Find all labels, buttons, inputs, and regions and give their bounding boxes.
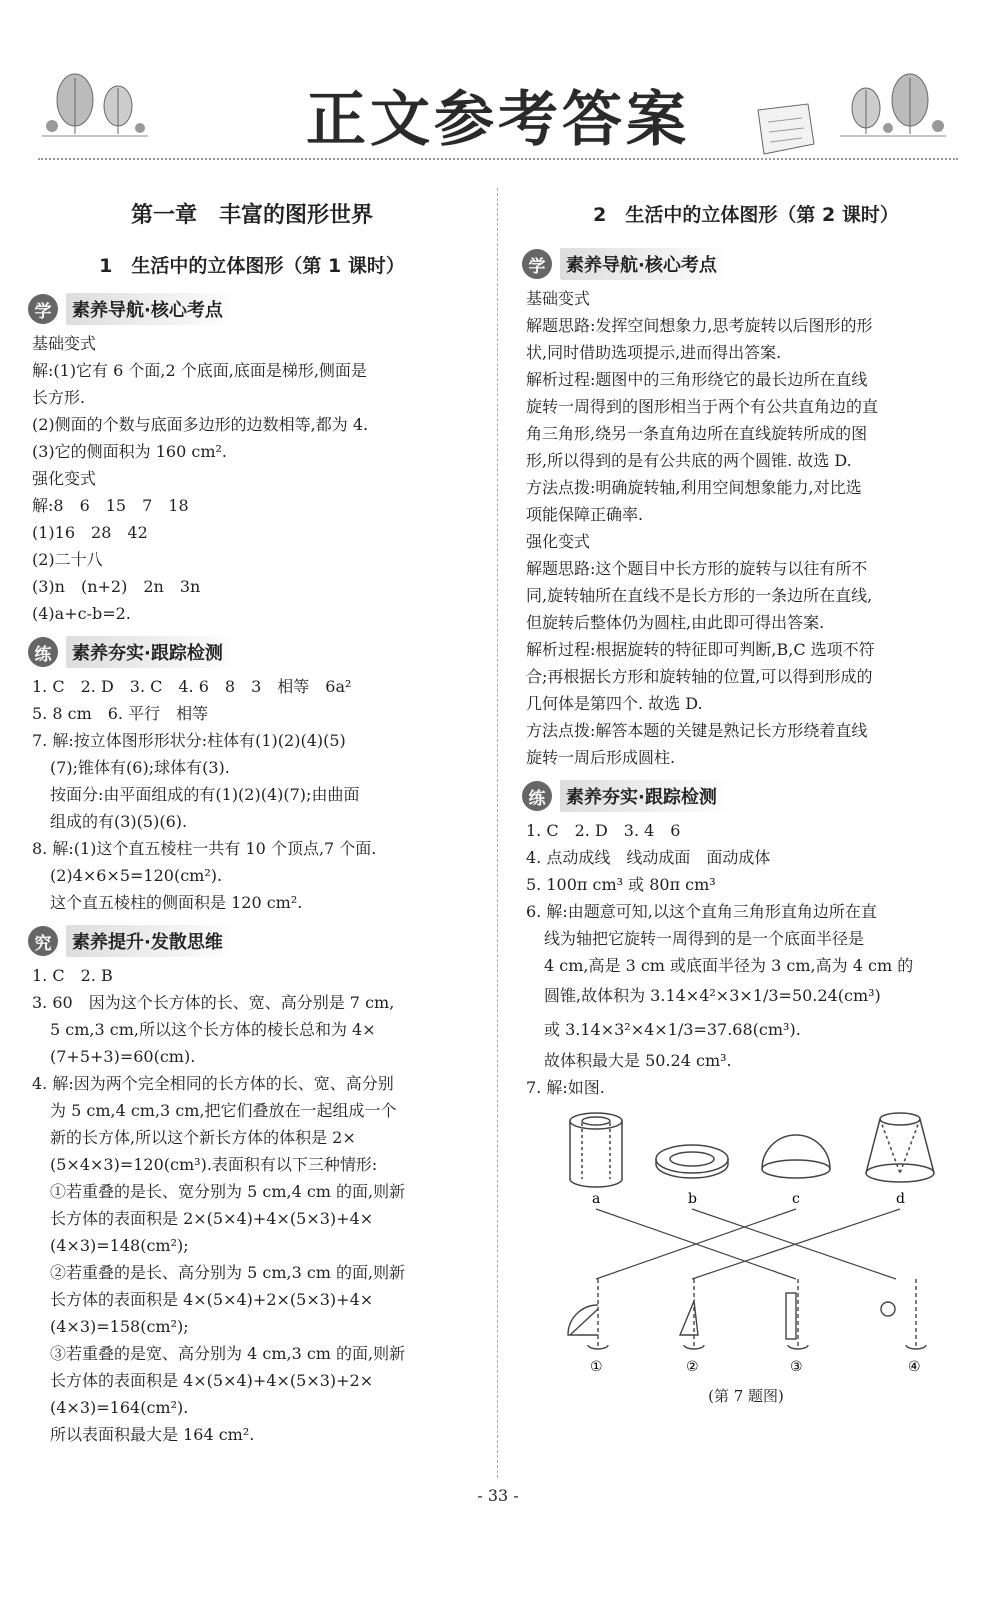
- text-line: 5 cm,3 cm,所以这个长方体的棱长总和为 4×: [50, 1020, 376, 1039]
- text-line: (4×3)=148(cm²);: [50, 1236, 189, 1255]
- text-line: 基础变式: [32, 334, 97, 353]
- answer-block-basic: [526, 285, 966, 771]
- text-line: 组成的有(3)(5)(6).: [50, 812, 188, 831]
- text-line: 项能保障正确率.: [526, 505, 644, 524]
- text-line: 几何体是第四个. 故选 D.: [526, 694, 703, 713]
- banner-label: 素养导航·核心考点: [560, 248, 731, 280]
- text-line: 按面分:由平面组成的有(1)(2)(4)(7);由曲面: [50, 785, 360, 804]
- text-line: (1)16 28 42: [32, 523, 148, 542]
- banner-divergent-thinking: [28, 924, 472, 958]
- answer-block-advanced: [32, 962, 472, 1448]
- answer-block-practice: [526, 817, 966, 1101]
- text-line: 这个直五棱柱的侧面积是 120 cm².: [50, 893, 303, 912]
- text-line: 基础变式: [526, 289, 591, 308]
- ring-shape: [656, 1145, 728, 1178]
- text-line: 强化变式: [32, 469, 97, 488]
- triangle-shape: [680, 1301, 698, 1335]
- text-line: 解题思路:这个题目中长方形的旋转与以往有所不: [526, 559, 868, 578]
- text-line: ①若重叠的是长、宽分别为 5 cm,4 cm 的面,则新: [50, 1182, 406, 1201]
- text-line: (3)它的侧面积为 160 cm².: [32, 442, 228, 461]
- text-line: 旋转一周得到的图形相当于两个有公共直角边的直: [526, 397, 879, 416]
- badge-learn-icon: 学: [522, 249, 552, 279]
- text-line: (4×3)=164(cm²).: [50, 1398, 189, 1417]
- answer-block-practice: [32, 673, 472, 916]
- label-2: ②: [686, 1359, 699, 1375]
- text-line: 1. C 2. D 3. 4 6: [526, 821, 681, 840]
- text-line: 7. 解:如图.: [526, 1078, 605, 1097]
- text-line: 7. 解:按立体图形形状分:柱体有(1)(2)(4)(5): [32, 731, 346, 750]
- text-line: 解题思路:发挥空间想象力,思考旋转以后图形的形: [526, 316, 873, 335]
- section-title-2: 2 生活中的立体图形（第 2 课时）: [593, 204, 899, 226]
- header-divider: [38, 158, 958, 160]
- text-line: 长方形.: [32, 388, 86, 407]
- quarter-circle-shape: [568, 1305, 598, 1335]
- banner-label: 素养提升·发散思维: [66, 925, 237, 957]
- banner-core-points: [28, 292, 472, 326]
- text-line: ②若重叠的是长、高分别为 5 cm,3 cm 的面,则新: [50, 1263, 406, 1282]
- text-line: (2)侧面的个数与底面多边形的边数相等,都为 4.: [32, 415, 369, 434]
- label-3: ③: [790, 1359, 803, 1375]
- label-b: b: [688, 1191, 697, 1207]
- text-line: 5. 100π cm³ 或 80π cm³: [526, 875, 716, 894]
- text-line: 解:8 6 15 7 18: [32, 496, 189, 515]
- text-line: 1. C 2. D 3. C 4. 6 8 3 相等 6a²: [32, 677, 352, 696]
- text-line: 所以表面积最大是 164 cm².: [50, 1425, 255, 1444]
- text-line: (4)a+c-b=2.: [32, 604, 131, 623]
- page-number: - 33 -: [477, 1486, 519, 1505]
- text-line: 5. 8 cm 6. 平行 相等: [32, 704, 209, 723]
- question-7-figure: [526, 1109, 956, 1379]
- text-line: 方法点拨:明确旋转轴,利用空间想象能力,对比选: [526, 478, 862, 497]
- label-1: ①: [590, 1359, 603, 1375]
- text-line: 形,所以得到的是有公共底的两个圆锥. 故选 D.: [526, 451, 852, 470]
- badge-learn-icon: 学: [28, 294, 58, 324]
- text-line: 同,旋转轴所在直线不是长方形的一条边所在直线,: [526, 586, 873, 605]
- text-line: 新的长方体,所以这个新长方体的体积是 2×: [50, 1128, 356, 1147]
- label-c: c: [792, 1191, 800, 1207]
- text-line: (4×3)=158(cm²);: [50, 1317, 189, 1336]
- tree-decoration-right-icon: [838, 70, 948, 150]
- note-card-decoration-icon: [750, 100, 820, 160]
- text-line: (2)二十八: [32, 550, 103, 569]
- badge-practice-icon: 练: [522, 781, 552, 811]
- text-line: (7);锥体有(6);球体有(3).: [50, 758, 230, 777]
- text-line: 4. 点动成线 线动成面 面动成体: [526, 848, 771, 867]
- text-line: 1. C 2. B: [32, 966, 113, 985]
- page-title: 正文参考答案: [306, 85, 690, 155]
- text-line: 线为轴把它旋转一周得到的是一个底面半径是: [544, 929, 865, 948]
- text-line: 长方体的表面积是 2×(5×4)+4×(5×3)+4×: [50, 1209, 374, 1228]
- frustum-shape: [866, 1113, 934, 1182]
- text-line: 长方体的表面积是 4×(5×4)+2×(5×3)+4×: [50, 1290, 374, 1309]
- left-column: [32, 190, 472, 1448]
- text-line: 为 5 cm,4 cm,3 cm,把它们叠放在一起组成一个: [50, 1101, 397, 1120]
- badge-practice-icon: 练: [28, 637, 58, 667]
- cylinder-shell-shape: [570, 1113, 622, 1187]
- figure-caption: (第 7 题图): [708, 1387, 784, 1405]
- text-line: 强化变式: [526, 532, 591, 551]
- text-line: ③若重叠的是宽、高分别为 4 cm,3 cm 的面,则新: [50, 1344, 406, 1363]
- text-line: (5×4×3)=120(cm³).表面积有以下三种情形:: [50, 1155, 378, 1174]
- text-line: 状,同时借助选项提示,进而得出答案.: [526, 343, 782, 362]
- banner-label: 素养导航·核心考点: [66, 293, 237, 325]
- text-line: 解析过程:根据旋转的特征即可判断,B,C 选项不符: [526, 640, 875, 659]
- text-line: 3. 60 因为这个长方体的长、宽、高分别是 7 cm,: [32, 993, 395, 1012]
- text-line: (3)n (n+2) 2n 3n: [32, 577, 201, 596]
- banner-tracking-test: [28, 635, 472, 669]
- text-line: 8. 解:(1)这个直五棱柱一共有 10 个顶点,7 个面.: [32, 839, 377, 858]
- text-line: 圆锥,故体积为 3.14×4²×3×1/3=50.24(cm³): [544, 986, 881, 1005]
- answer-block-basic: [32, 330, 472, 627]
- text-line: (2)4×6×5=120(cm²).: [50, 866, 223, 885]
- right-column: [526, 190, 966, 1406]
- text-line: 角三角形,绕另一条直角边所在直线旋转所成的图: [526, 424, 868, 443]
- text-line: 4. 解:因为两个完全相同的长方体的长、宽、高分别: [32, 1074, 394, 1093]
- banner-label: 素养夯实·跟踪检测: [560, 780, 731, 812]
- banner-label: 素养夯实·跟踪检测: [66, 636, 237, 668]
- label-a: a: [592, 1191, 601, 1207]
- rectangle-shape: [786, 1293, 796, 1339]
- text-line: 4 cm,高是 3 cm 或底面半径为 3 cm,高为 4 cm 的: [544, 956, 914, 975]
- text-line: 长方体的表面积是 4×(5×4)+4×(5×3)+2×: [50, 1371, 374, 1390]
- text-line: 方法点拨:解答本题的关键是熟记长方形绕着直线: [526, 721, 868, 740]
- text-line: 解析过程:题图中的三角形绕它的最长边所在直线: [526, 370, 868, 389]
- banner-core-points: [522, 247, 966, 281]
- circle-shape: [881, 1302, 895, 1316]
- text-line: 6. 解:由题意可知,以这个直角三角形直角边所在直: [526, 902, 877, 921]
- text-line: 但旋转后整体仍为圆柱,由此即可得出答案.: [526, 613, 825, 632]
- label-4: ④: [908, 1359, 921, 1375]
- text-line: 解:(1)它有 6 个面,2 个底面,底面是梯形,侧面是: [32, 361, 367, 380]
- text-line: 旋转一周后形成圆柱.: [526, 748, 676, 767]
- text-line: 故体积最大是 50.24 cm³.: [544, 1051, 732, 1070]
- badge-explore-icon: 究: [28, 926, 58, 956]
- banner-tracking-test: [522, 779, 966, 813]
- label-d: d: [896, 1191, 905, 1207]
- text-line: (7+5+3)=60(cm).: [50, 1047, 196, 1066]
- hemisphere-shape: [762, 1135, 830, 1178]
- chapter-title: 第一章 丰富的图形世界: [130, 203, 373, 228]
- text-line: 或 3.14×3²×4×1/3=37.68(cm³).: [544, 1020, 801, 1039]
- column-divider: [497, 188, 498, 1478]
- text-line: 合;再根据长方形和旋转轴的位置,可以得到形成的: [526, 667, 873, 686]
- section-title-1: 1 生活中的立体图形（第 1 课时）: [99, 255, 405, 277]
